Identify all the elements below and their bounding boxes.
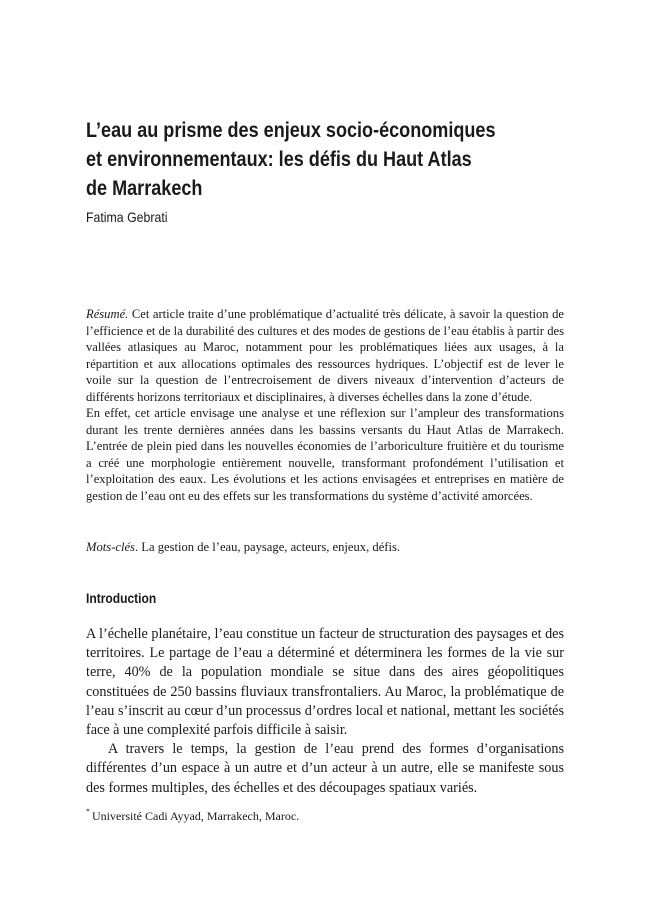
abstract-paragraph-1 xyxy=(86,306,564,405)
abstract-label: Résumé. xyxy=(86,307,129,321)
introduction-paragraph-2: A travers le temps, la gestion de l’eau prend des formes d’organisations différentes d’un espace à un autre et d’un acteur à un autre, elle se manifeste sous des formes multiples, des échelles et des découpages spatiaux variés. xyxy=(86,741,564,796)
abstract xyxy=(86,306,564,504)
introduction-body xyxy=(86,625,564,798)
footnote xyxy=(86,809,299,824)
abstract-text-1: Cet article traite d’une problématique d’actualité très délicate, à savoir la question de l’efficience et de la durabilité des cultures et des modes de gestions de l’eau établis à partir des vallées atlasiques au Maroc, notamment pour les problématiques liées aux usages, à la répartition et aux allocations optimales des ressources hydriques. L’objectif est de lever le voile sur la question de l’entrecroisement de divers niveaux d’intervention d’acteurs de différents horizons territoriaux et disciplinaires, à diverses échelles dans la zone d’étude. xyxy=(86,307,564,404)
author-name: Fatima Gebrati xyxy=(86,209,168,225)
introduction-paragraph-1: A l’échelle planétaire, l’eau constitue un facteur de structuration des paysages et des territoires. Le partage de l’eau a déterminé et déterminera les formes de la vie sur terre, 40% de la population mondiale se situe dans des aires géopolitiques constituées de 250 bassins fluviaux transfrontaliers. Au Maroc, la problématique de l’eau s’inscrit au cœur d’un processus d’ordres local et national, mettant les sociétés face à une complexité parfois difficile à saisir. xyxy=(86,626,564,739)
abstract-paragraph-2: En effet, cet article envisage une analyse et une réflexion sur l’ampleur des transformations durant les trente dernières années dans les bassins versants du Haut Atlas de Marrakech. L’entrée de plein pied dans les nouvelles économies de l’arboriculture fruitière et du tourisme a créé une morphologie entièrement nouvelle, transformant profondément l’utilisation et l’exploitation des eaux. Les évolutions et les actions envisagées et entreprises en matière de gestion de l’eau ont eu des effets sur les transformations du système d’activité amorcées. xyxy=(86,406,564,503)
title-line-3: de Marrakech xyxy=(86,177,203,200)
keywords xyxy=(86,539,564,555)
title-line-1: L’eau au prisme des enjeux socio-économiques xyxy=(86,119,496,142)
article-title xyxy=(86,116,568,203)
section-heading-introduction: Introduction xyxy=(86,590,157,606)
footnote-text: Université Cadi Ayyad, Marrakech, Maroc. xyxy=(92,809,300,823)
keywords-label: Mots-clés xyxy=(86,540,135,554)
footnote-marker: * xyxy=(86,807,90,816)
keywords-text: . La gestion de l’eau, paysage, acteurs, enjeux, défis. xyxy=(134,540,401,554)
title-line-2: et environnementaux: les défis du Haut Atlas xyxy=(86,148,472,171)
